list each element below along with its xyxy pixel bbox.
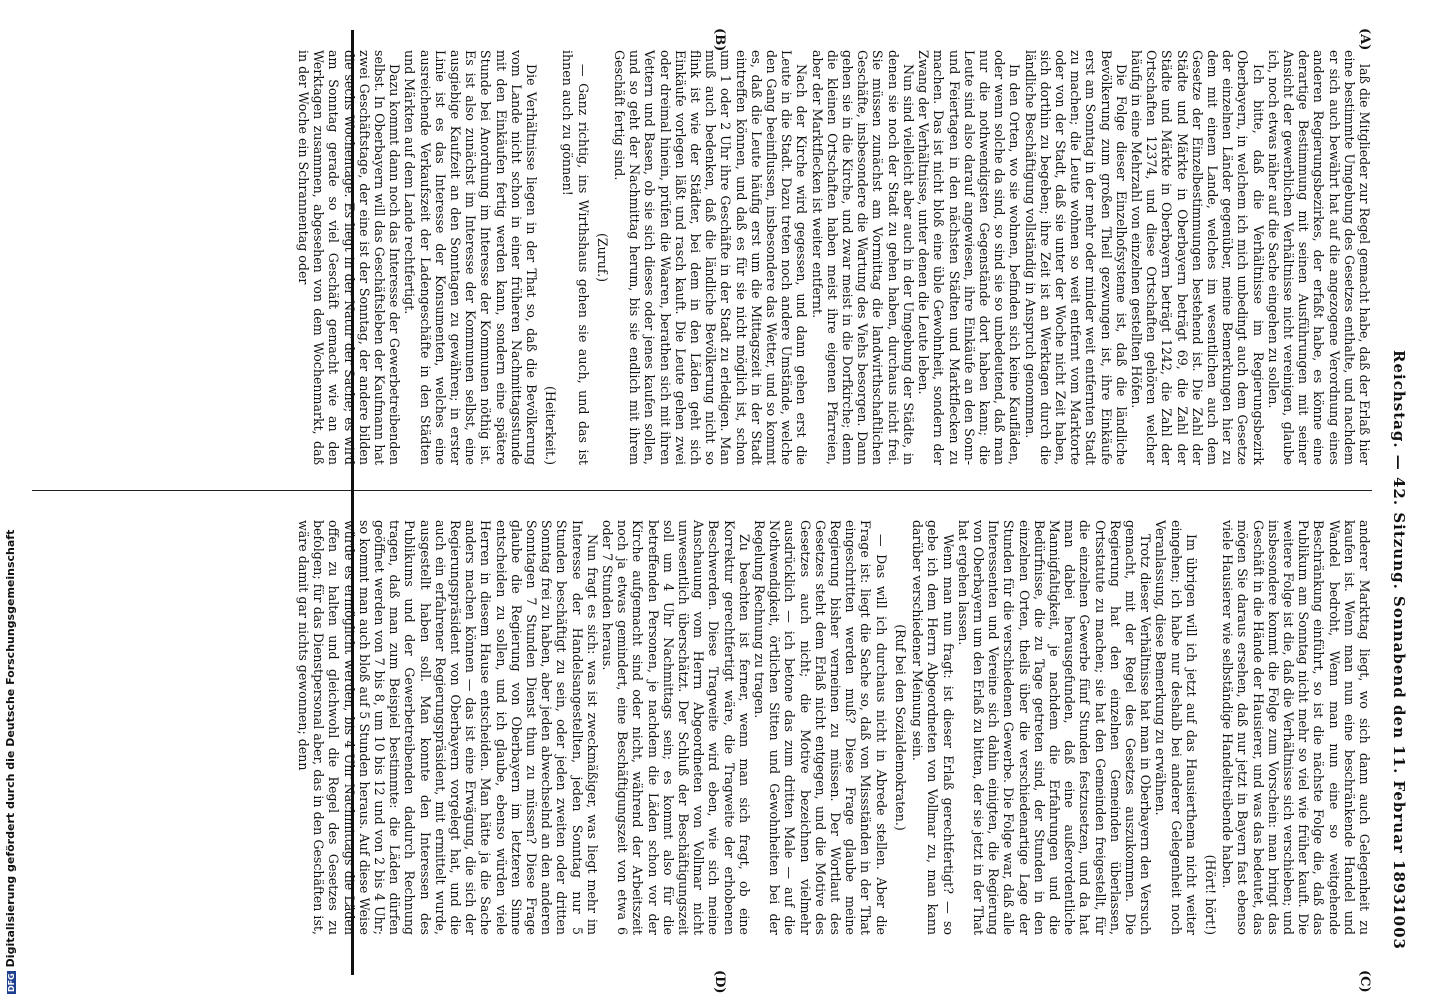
paragraph: Nun sind vielleicht aber auch in der Umgebung der Städte, in denen sie noch der Stadt zu gehen haben, durchaus nicht frei. Sie müssen zunächst am Vormittag die landwirthschaftlichen Geschäfte, insbesondere die Wartung des Viehs besorgen. Dann gehen sie in die Kirche, und zwar meist in die Dorfkirche; denn die kleinen Ortschaften haben meist ihre eigenen Pfarreien, aber der Marktflecken ist weiter entfernt. <box>809 50 916 465</box>
margin-marker-b: (B) <box>712 28 727 52</box>
column-divider <box>32 490 1372 491</box>
paragraph: Die Folge dieser Einzelhofsysteme ist, daß die ländliche Bevölkerung zum großen Theil gezwungen ist, ihre Einkäufe erst am Sonntag in der mehr oder minder weit entfernten Stadt zu machen; die Leute wohnen so weit entfernt vom Marktorte oder von der Stadt, daß sie unter der Woche nicht Zeit haben, sich dorthin zu begeben; ihre Zeit ist an Werktagen durch die ländliche Beschäftigung vollständig in Anspruch genommen. <box>1022 50 1129 465</box>
paragraph: Ich bitte, daß die Verhältnisse im Regierungsbezirk Oberbayern, in welchem ich mich unbedingt auch dem Gesetze der einzelnen Länder gegenüber, meine Bemerkungen hier zu dem mit einem Lande, welches im wesentlichen auch dem Gesetze der Einzelbestimmungen bestehend ist. Die Zahl der Städte und Märkte in Oberbayern beträgt 69, die Zahl der Städte und Märkte in Oberbayern beträgt 1242, die Zahl der Ortschaften 12374, und diese Ortschaften gehören welcher häufig in eine Mehrzahl von einzelnen gestellten Höfen. <box>1128 50 1266 465</box>
left-column <box>295 50 1372 465</box>
interjection: (Ruf bei den Sozialdemokraten.) <box>892 624 908 831</box>
paragraph: Trotz dieser Verhältnisse hat man in Oberbayern den Versuch gemacht, mit der Regel des Gesetzes auszukommen. Die Regierung hat den einzelnen Gemeinden überlassen, Ortsstatute zu machen; sie hat den Gemeinden freigestellt, für die einzelnen Gewerbe fünf Stunden festzusetzen, und da hat man dabei herausgefunden, daß eine außerordentliche Mannigfaltigkeit, je nachdem die Erfahrungen und die Bedürfnisse, die zu Tage getreten sind, der Stunden in den einzelnen Orten, theils über die verschiedenartige Lage der Stunden für die verschiedenen Gewerbe. Die Folge war, daß alle Interessenten und Vereine sich dahin einigten, die Regierung von Oberbayern um den Erlaß zu bitten, der sie jetzt in der That hat ergehen lassen. <box>955 520 1154 935</box>
paragraph: Die Verhältnisse liegen in der That so, daß die Bevölkerung vom Lande nicht schon in einer früheren Nachmittagsstunde mit den Einkäufen fertig werden kann, sondern eine spätere Stunde bei Anordnung im Interesse der Kommunen nöthig ist. Es ist also zunächst im Interesse der Kommunen selbst, eine ausgiebige Kaufzeit an den Sonntagen zu gewähren; in erster Linie ist es das Interesse der Konsumenten, welches eine ausreichende Verkaufszeit der Ladengeschäfte in den Städten und Märkten auf dem Lande rechtfertigt. <box>402 50 540 465</box>
paragraph: Nach der Kirche wird gegessen, und dann gehen erst die Leute in die Stadt. Dazu treten noch andere Umstände, welche den Gang beeinflussen, insbesondere das Wetter, und so kommt es, daß die Leute häufig erst um die Mittagszeit in der Stadt eintreffen können, und daß es für sie nicht möglich ist, schon um 1 oder 2 Uhr ihre Geschäfte in der Stadt zu erledigen. Man muß auch bedenken, daß die ländliche Bevölkerung nicht so flink ist wie der Städter, bei dem in den Läden geht sich Einkäufe vorlegen läßt und rasch kauft. Die Leute gehen zwei oder dreimal hinein, prüfen die Waaren, berathen sich mit ihren Vettern und Basen, ob sie sich dieses oder jenes kaufen sollen, und so geht der Nachmittag herum, bis sie endlich mit ihrem Geschäft fertig sind. <box>612 50 810 465</box>
paragraph: laß die Mitglieder zur Regel gemacht habe, daß der Erlaß hier eine bestimmte Umgebung des Gesetzes enthalte, und nachdem er sich auch bewährt hat auf die angezogene Verordnung eines anderen Regierungsbezirkes, der erfaßt habe, es könne eine derartige Bestimmung mit seinen Ausführungen mit seiner Ansicht der gewerblichen Verhältnisse nicht vereinigen, glaube ich, noch etwas näher auf die Sache eingehen zu sollen. <box>1265 50 1372 465</box>
page-header <box>1382 50 1412 950</box>
header-title: Reichstag. — 42. Sitzung. Sonnabend den 11. Februar 1893. <box>1390 350 1408 913</box>
margin-marker-a: (A) <box>1357 28 1372 51</box>
paragraph: Nun fragt es sich: was ist zweckmäßiger, was liegt mehr im Interesse der Handelsangestellten, jeden Sonntag nur 5 Stunden beschäftigt zu sein, oder jeden zweiten oder dritten Sonntag frei zu haben, aber jeden abwechselnd an den anderen Sonntagen 7 Stunden Dienst thun zu müssen? Diese Frage glaube die Regierung von Oberbayern im letzteren Sinne entscheiden zu sollen, und ich glaube, ebenso würden viele Herren in diesem Hause entscheiden. Man hätte ja die Sache anders machen können — das ist eine Erwägung, die sich der Regierungspräsident von Oberbayern vorgelegt hat, und die auch ein erfahrener Regierungspräsident, mit ermittelt wurde, ausgestellt haben soll. Man konnte den Interessen des Publikums und der Gewerbetreibenden dadurch Rechnung tragen, daß man zum Beispiel bestimmte: die Läden dürfen geöffnet werden von 7 bis 8, um 10 bis 12 und von 2 bis 4 Uhr; so kommt man auch bloß auf 5 Stunden heraus. Auf diese Weise würde es ermöglicht werden, bis 4 Uhr Nachmittags die Läden offen zu halten und gleichwohl die Regel des Gesetzes zu befolgen; für das Dienstpersonal aber, das in den Geschäften ist, wäre damit gar nichts gewonnen; denn <box>295 520 600 935</box>
paragraph: Im übrigen will ich jetzt auf das Hausierthema nicht weiter eingehen; ich habe nur deshalb bei anderer Gelegenheit noch Veranlassung, diese Bemerkung zu erwähnen. <box>1153 520 1199 935</box>
interjection: (Heiterkeit.) <box>543 386 559 465</box>
credit-text: Digitalisierung gefördert durch die Deutsche Forschungsgemeinschaft <box>4 529 17 968</box>
paragraph: — Das will ich durchaus nicht in Abrede stellen. Aber die Frage ist: liegt die Sache so, daß von Missständen in der That eingeschritten werden muß? Diese Frage glaube meine Regierung bisher verneinen zu müssen. Der Wortlaut des Gesetzes steht dem Erlaß nicht entgegen, und die Motive des Gesetzes auch nicht; die Motive bezeichnen vielmehr ausdrücklich — ich betone das zum dritten Male — auf die Nothwendigkeit, örtlichen Sitten und Gewohnheiten bei der Regelung Rechnung zu tragen. <box>752 520 889 935</box>
paragraph: In den Orten, wo sie wohnen, befinden sich keine Kaufläden, oder wenn solche da sind, so sind sie so unbedeutend, daß man nur die nothwendigsten Gegenstände dort haben kann; die Leute sind also darauf angewiesen, ihre Einkäufe an den Sonn- und Feiertagen in den nächsten Städten und Marktflecken zu machen. Das ist nicht bloß eine üble Gewohnheit, sondern der Zwang der Verhältnisse, unter denen die Leute leben. <box>916 50 1023 465</box>
paragraph: Dazu kommt dann noch das Interesse der Gewerbetreibenden selbst. In Oberbayern will das Geschäftsleben der Kaufmann hat zwei Geschäftstage, der eine ist der Sonntag, der andere bilden die sechs Wochentage. Es liegt in der Natur der Sache; es wird am Sonntag gerade so viel Geschäft gemacht wie an den Werktagen zusammen, abgesehen von dem Wochenmarkt, daß in der Woche ein Schrannentag oder <box>295 50 403 465</box>
dfg-logo: DFG <box>7 973 16 992</box>
margin-marker-c: (C) <box>1357 970 1372 993</box>
paragraph: anderer Markttag liegt, wo sich dann auch Gelegenheit zu kaufen ist. Wenn man nun eine beschränkende Handel und Wandel bedroht, Wenn man nun eine so weitgehende Beschränkung einführt, so ist die nächste Folge die, daß das Publikum am Sonntag nicht mehr so viel wie früher kauft. Die weitere Folge ist die, daß die Verhältnisse sich verschieben; und insbesondere kommt die Folge zum Vorschein: man bringt das Geschäft in die Hände der Hausierer, und was das bedeutet, das mögen Sie daraus ersehen, daß nur jetzt in Bayern fast ebenso viele Hausierer wie selbständige Handeltreibende haben. <box>1220 520 1372 935</box>
margin-marker-d: (D) <box>712 970 727 994</box>
interjection: (Zuruf.) <box>594 232 610 283</box>
paragraph: — Ganz richtig, ins Wirthshaus gehen sie auch, und das ist ihnen auch zu gönnen! <box>560 50 591 465</box>
right-column <box>295 520 1372 935</box>
page-number: 1003 <box>1390 904 1408 950</box>
paragraph: Zu beachten ist ferner, wenn man sich fragt, ob eine Korrektur gerechtfertigt wäre, die Tragweite der erhobenen Beschwerden. Diese Tragweite wird eben, wie sich meine Anschauung vom Herrn Abgeordneten von Vollmar nicht unwesentlich überschätzt. Der Schluß der Beschäftigungszeit soll um 4 Uhr Nachmittags sein; es kommt also für die betreffenden Personen, je nachdem die Läden schon vor der Kirche aufgemacht sind oder nicht, während der Arbeitszeit noch ja etwas gemindert, eine Beschäftigungszeit von etwa 6 oder 7 Stunden heraus. <box>600 520 752 935</box>
paragraph: Wenn man nun fragt: ist dieser Erlaß gerechtfertigt? — so gebe ich dem Herrn Abgeordneten von Vollmar zu, man kann darüber verschiedener Meinung sein. <box>910 520 956 935</box>
interjection: (Hört! hört!) <box>1202 854 1218 935</box>
